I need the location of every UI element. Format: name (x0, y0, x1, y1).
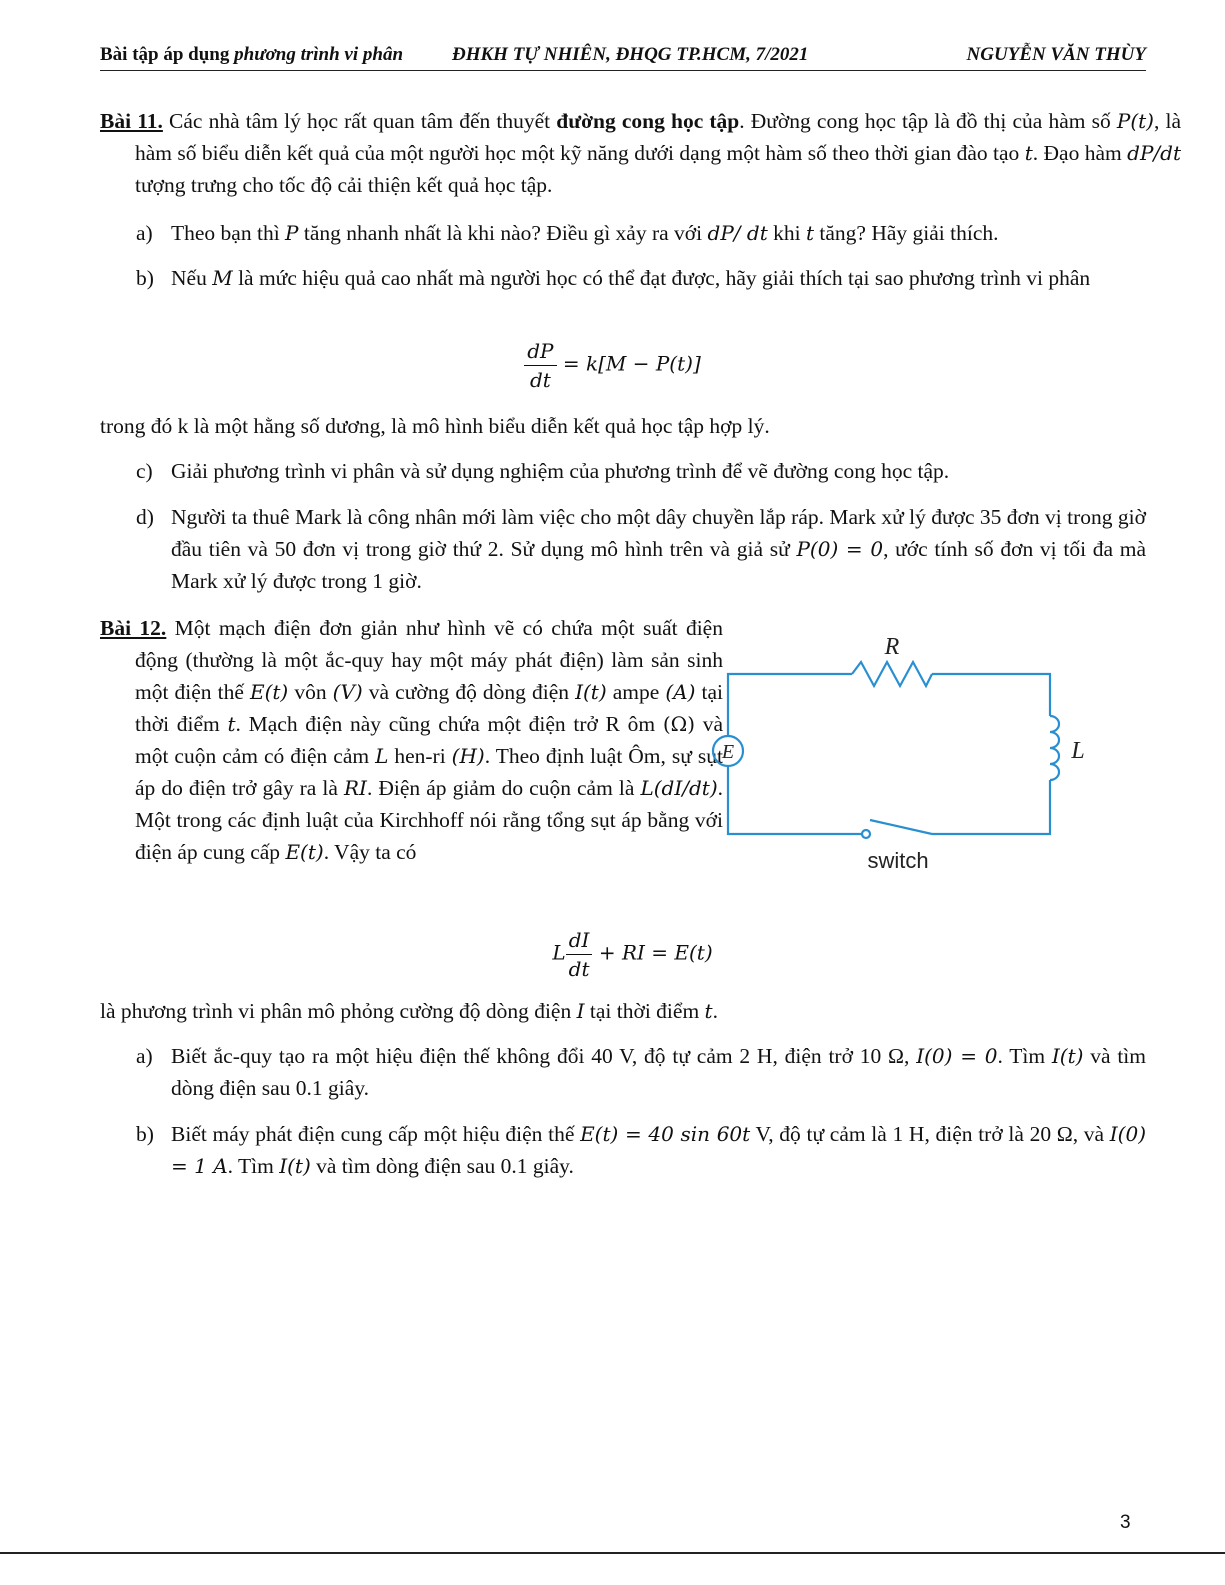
bai12-equation: L $\frac{dI}{dt}$ + RI = E(t) (552, 928, 713, 981)
bai12-question-b: b) Biết máy phát điện cung cấp một hiệu điện thế E(t) = 40 sin 60t V, độ tự cảm là 1 H, điện trở là 20 Ω, và I(0) = 1 A. Tìm I(t) và tìm dòng điện sau 0.1 giây. (136, 1122, 1146, 1178)
circuit-wire-right (932, 780, 1050, 834)
bai11-label: Bài 11. (100, 109, 163, 133)
page-header (100, 42, 1146, 71)
page-number: 3 (1120, 1512, 1131, 1533)
circuit-wire-top-right (932, 674, 1050, 716)
bai11-question-c: c) Giải phương trình vi phân và sử dụng nghiệm của phương trình để vẽ đường cong học tập. (136, 459, 950, 483)
switch-contact (862, 830, 870, 838)
header-author: NGUYỄN VĂN THÙY (966, 44, 1146, 65)
header-left: Bài tập áp dụng phương trình vi phân (100, 44, 404, 65)
bai11-question-b: b) Nếu M là mức hiệu quả cao nhất mà người học có thể đạt được, hãy giải thích tại sao phương trình vi phân (136, 266, 1091, 290)
switch-label: switch (867, 848, 929, 873)
bai12-intro: Bài 12. Một mạch điện đơn giản như hình vẽ có chứa một suất điện động (thường là một ắc-quy hay một máy phát điện) làm sản sinh một điện thế E(t) vôn (V) và cường độ dòng điện I(t) ampe (A) tại thời điểm t. Mạch điện này cũng chứa một điện trở R ôm (Ω) và một cuộn cảm có điện cảm L hen-ri (H). Theo định luật Ôm, sự sụt áp do điện trở gây ra là RI. Điện áp giảm do cuộn cảm là L(dI/dt). Một trong các định luật của Kirchhoff nói rằng tổng sụt áp bằng với điện áp cung cấp E(t). Vậy ta có (100, 616, 724, 864)
resistor-label: R (884, 634, 900, 660)
inductor-label: L (1071, 738, 1085, 764)
bai11-intro: Bài 11. Các nhà tâm lý học rất quan tâm đến thuyết đường cong học tập. Đường cong học tập là đồ thị của hàm số P(t), là hàm số biểu diễn kết quả của một người học một kỹ năng dưới dạng một hàm số theo thời gian đào tạo t. Đạo hàm dP/dt tượng trưng cho tốc độ cải thiện kết quả học tập. (100, 109, 1181, 197)
rl-circuit-diagram (700, 628, 1100, 878)
bai12-question-a: a) Biết ắc-quy tạo ra một hiệu điện thế không đổi 40 V, độ tự cảm 2 H, điện trở 10 Ω, I(0) = 0. Tìm I(t) và tìm dòng điện sau 0.1 giây. (136, 1044, 1146, 1100)
emf-label: E (721, 741, 735, 763)
resistor-zigzag (852, 662, 932, 686)
inductor-coil (1050, 716, 1059, 780)
bai12-after-eq: là phương trình vi phân mô phỏng cường độ dòng điện I tại thời điểm t. (100, 999, 718, 1023)
bai11-after-eq: trong đó k là một hằng số dương, là mô hình biểu diễn kết quả học tập hợp lý. (100, 414, 770, 438)
bottom-rule (0, 1552, 1225, 1554)
bai11-question-a: a) Theo bạn thì P tăng nhanh nhất là khi nào? Điều gì xảy ra với dP/ dt khi t tăng? Hãy giải thích. (136, 221, 999, 245)
bai12-label: Bài 12. (100, 616, 167, 640)
circuit-wire-top (728, 674, 852, 736)
header-center: ĐHKH TỰ NHIÊN, ĐHQG TP.HCM, 7/2021 (452, 44, 809, 65)
bai11-question-d: d) Người ta thuê Mark là công nhân mới làm việc cho một dây chuyền lắp ráp. Mark xử lý được 35 đơn vị trong giờ đầu tiên và 50 đơn vị trong giờ thứ 2. Sử dụng mô hình trên và giả sử P(0) = 0, ước tính số đơn vị tối đa mà Mark xử lý được trong 1 giờ. (136, 505, 1146, 593)
switch-arm (870, 820, 932, 834)
circuit-wire-bottom-left (728, 766, 862, 834)
bai11-equation: $\frac{dP}{dt}$ = k[M − P(t)] (0, 337, 1225, 394)
